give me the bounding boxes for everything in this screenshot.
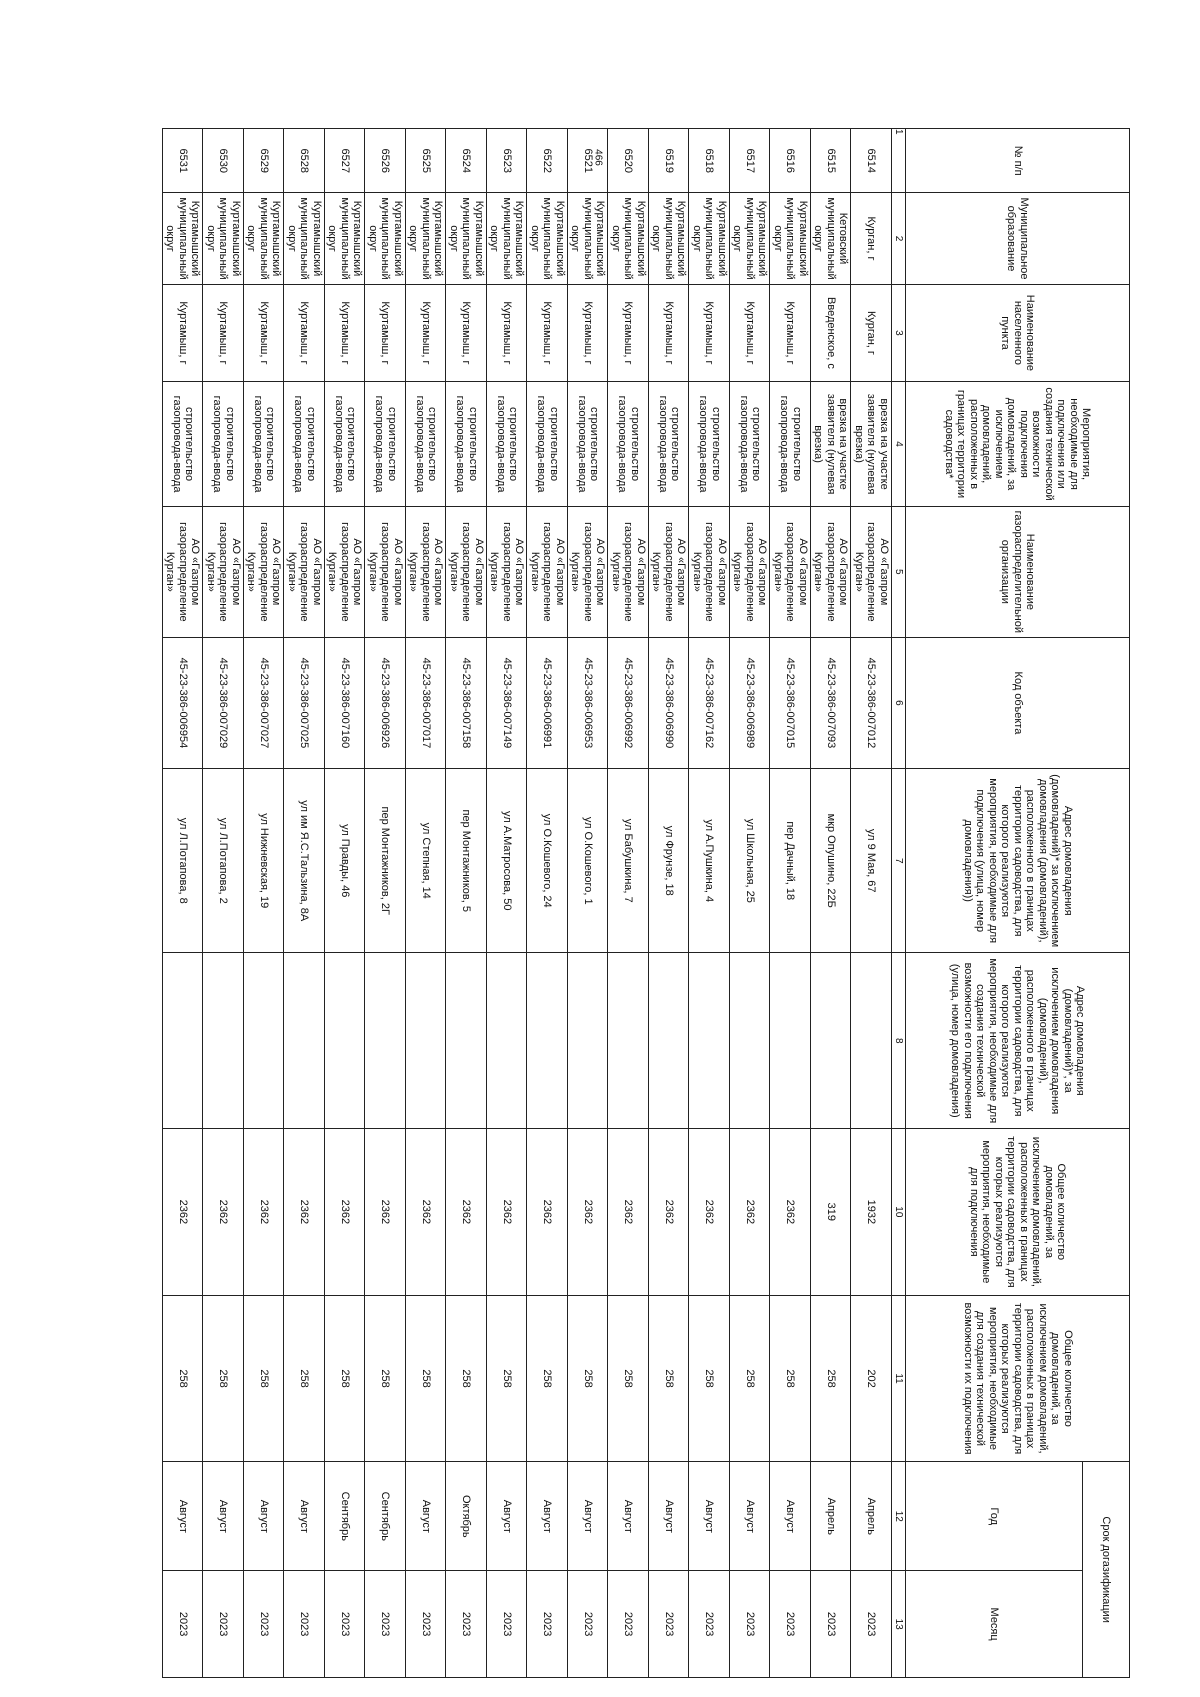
cell-settlement: Куртамыш, г bbox=[244, 284, 285, 382]
cell-address: пер Монтажников, 2Г bbox=[365, 769, 406, 953]
cell-settlement: Куртамыш, г bbox=[446, 284, 487, 382]
column-number: 1 bbox=[892, 129, 906, 193]
cell-num: 6527 bbox=[325, 129, 366, 193]
cell-num: 6528 bbox=[284, 129, 325, 193]
cell-month: 2023 bbox=[284, 1571, 325, 1678]
cell-measures: строительство газопровода-ввода bbox=[203, 382, 244, 506]
cell-total-tech: 258 bbox=[446, 1295, 487, 1462]
cell-address: ул О.Кошевого, 1 bbox=[568, 769, 609, 953]
cell-num: 6514 bbox=[851, 129, 892, 193]
table-row bbox=[730, 129, 771, 1678]
cell-total-connect: 2362 bbox=[325, 1129, 366, 1296]
header-address-outside: Адрес домовладения (домовладений)* за исключением домовладения (домовладений), расположенного в границах территории садоводства, для которого реализуются мероприятия, необходимые для подключения (улица, номер домовладения)) bbox=[906, 769, 1130, 953]
cell-total-connect: 2362 bbox=[770, 1129, 811, 1296]
cell-measures: врезка на участке заявителя (нулевая врезка) bbox=[851, 382, 892, 506]
cell-municipality: Куртамышский муниципальный округ bbox=[568, 193, 609, 284]
table-row bbox=[568, 129, 609, 1678]
cell-month: 2023 bbox=[649, 1571, 690, 1678]
cell-address: ул Степная, 14 bbox=[406, 769, 447, 953]
cell-address: ул Правды, 46 bbox=[325, 769, 366, 953]
cell-month: 2023 bbox=[770, 1571, 811, 1678]
cell-address-inside bbox=[244, 953, 285, 1129]
cell-num: 6516 bbox=[770, 129, 811, 193]
cell-year: Август bbox=[244, 1462, 285, 1571]
table-row bbox=[446, 129, 487, 1678]
table-row bbox=[163, 129, 204, 1678]
cell-total-connect: 2362 bbox=[608, 1129, 649, 1296]
cell-measures: строительство газопровода-ввода bbox=[770, 382, 811, 506]
cell-num: 6515 bbox=[811, 129, 852, 193]
cell-municipality: Куртамышский муниципальный округ bbox=[325, 193, 366, 284]
cell-address: ул Нижневская, 19 bbox=[244, 769, 285, 953]
cell-address: ул Фрунзе, 18 bbox=[649, 769, 690, 953]
cell-address: ул О.Кошевого, 24 bbox=[527, 769, 568, 953]
header-total-connect: Общее количество домовладений, за исключением домовладений, расположенных в границах территории садоводства, для которых реализуются мероприятия, необходимые для подключения bbox=[906, 1129, 1130, 1296]
cell-address-inside bbox=[568, 953, 609, 1129]
cell-settlement: Куртамыш, г bbox=[406, 284, 447, 382]
cell-object-code: 45-23-386-006926 bbox=[365, 637, 406, 768]
cell-total-connect: 2362 bbox=[487, 1129, 528, 1296]
header-month: Месяц bbox=[906, 1571, 1083, 1678]
cell-object-code: 45-23-386-006992 bbox=[608, 637, 649, 768]
cell-month: 2023 bbox=[406, 1571, 447, 1678]
cell-municipality: Куртамышский муниципальный округ bbox=[487, 193, 528, 284]
cell-gas-org: АО «Газпром газораспределение Курган» bbox=[689, 506, 730, 637]
table-row bbox=[406, 129, 447, 1678]
cell-month: 2023 bbox=[568, 1571, 609, 1678]
cell-total-connect: 2362 bbox=[568, 1129, 609, 1296]
cell-year: Август bbox=[203, 1462, 244, 1571]
cell-object-code: 45-23-386-007015 bbox=[770, 637, 811, 768]
cell-total-connect: 2362 bbox=[284, 1129, 325, 1296]
cell-address: ул А.Пушкина, 4 bbox=[689, 769, 730, 953]
cell-year: Сентябрь bbox=[325, 1462, 366, 1571]
cell-object-code: 45-23-386-007025 bbox=[284, 637, 325, 768]
table-row bbox=[284, 129, 325, 1678]
cell-object-code: 45-23-386-007029 bbox=[203, 637, 244, 768]
cell-total-connect: 2362 bbox=[446, 1129, 487, 1296]
cell-settlement: Куртамыш, г bbox=[365, 284, 406, 382]
cell-num: 6530 bbox=[203, 129, 244, 193]
cell-object-code: 45-23-386-006953 bbox=[568, 637, 609, 768]
cell-address: мкр Опушино, 22Б bbox=[811, 769, 852, 953]
cell-address-inside bbox=[163, 953, 204, 1129]
header-deadline: Срок догазификации bbox=[1083, 1462, 1130, 1678]
cell-address-inside bbox=[689, 953, 730, 1129]
cell-gas-org: АО «Газпром газораспределение Курган» bbox=[608, 506, 649, 637]
cell-measures: строительство газопровода-ввода bbox=[487, 382, 528, 506]
cell-settlement: Введенское, с bbox=[811, 284, 852, 382]
header-total-tech: Общее количество домовладений, за исключением домовладений, расположенных в границах территории садоводства, для которых реализуются мероприятия, необходимые для создания технической возможности их подключения bbox=[906, 1295, 1130, 1462]
cell-gas-org: АО «Газпром газораспределение Курган» bbox=[770, 506, 811, 637]
page-number: 466 bbox=[592, 149, 604, 166]
cell-month: 2023 bbox=[730, 1571, 771, 1678]
cell-year: Август bbox=[608, 1462, 649, 1571]
header-num: № п/п bbox=[906, 129, 1130, 193]
cell-municipality: Куртамышский муниципальный округ bbox=[244, 193, 285, 284]
cell-year: Август bbox=[487, 1462, 528, 1571]
cell-measures: строительство газопровода-ввода bbox=[446, 382, 487, 506]
cell-total-tech: 258 bbox=[325, 1295, 366, 1462]
cell-total-connect: 2362 bbox=[203, 1129, 244, 1296]
cell-total-tech: 258 bbox=[649, 1295, 690, 1462]
gasification-table bbox=[162, 128, 1130, 1678]
cell-municipality: Куртамышский муниципальный округ bbox=[446, 193, 487, 284]
cell-settlement: Куртамыш, г bbox=[608, 284, 649, 382]
cell-year: Август bbox=[730, 1462, 771, 1571]
table-row bbox=[811, 129, 852, 1678]
cell-settlement: Куртамыш, г bbox=[568, 284, 609, 382]
cell-municipality: Куртамышский муниципальный округ bbox=[730, 193, 771, 284]
cell-num: 6521 bbox=[568, 129, 609, 193]
cell-month: 2023 bbox=[163, 1571, 204, 1678]
cell-address: пер Дачный, 18 bbox=[770, 769, 811, 953]
cell-year: Август bbox=[689, 1462, 730, 1571]
cell-year: Апрель bbox=[811, 1462, 852, 1571]
cell-settlement: Куртамыш, г bbox=[325, 284, 366, 382]
cell-object-code: 45-23-386-007093 bbox=[811, 637, 852, 768]
header-address-inside: Адрес домовладения (домовладений)*, за исключением домовладения (домовладений), расположенного в границах территории садоводства, для которого реализуются мероприятия, необходимые для создания технической возможности его подключения (улица, номер домовладения) bbox=[906, 953, 1130, 1129]
cell-year: Сентябрь bbox=[365, 1462, 406, 1571]
cell-measures: строительство газопровода-ввода bbox=[527, 382, 568, 506]
cell-total-connect: 2362 bbox=[527, 1129, 568, 1296]
cell-month: 2023 bbox=[608, 1571, 649, 1678]
cell-num: 6517 bbox=[730, 129, 771, 193]
cell-address: пер Монтажников, 5 bbox=[446, 769, 487, 953]
table-body bbox=[163, 129, 892, 1678]
column-number-row bbox=[892, 129, 906, 1678]
cell-measures: строительство газопровода-ввода bbox=[649, 382, 690, 506]
cell-settlement: Куртамыш, г bbox=[527, 284, 568, 382]
cell-num: 6529 bbox=[244, 129, 285, 193]
cell-measures: строительство газопровода-ввода bbox=[325, 382, 366, 506]
table-row bbox=[527, 129, 568, 1678]
cell-total-connect: 2362 bbox=[406, 1129, 447, 1296]
cell-num: 6524 bbox=[446, 129, 487, 193]
cell-address-inside bbox=[770, 953, 811, 1129]
cell-total-tech: 258 bbox=[730, 1295, 771, 1462]
cell-municipality: Куртамышский муниципальный округ bbox=[284, 193, 325, 284]
cell-num: 6531 bbox=[163, 129, 204, 193]
header-measures: Мероприятия, необходимые для подключения или создания технической возможности подключения домовладений, за исключением домовладений, расположенных в границах территории садоводства* bbox=[906, 382, 1130, 506]
cell-settlement: Куртамыш, г bbox=[770, 284, 811, 382]
cell-object-code: 45-23-386-006954 bbox=[163, 637, 204, 768]
cell-measures: строительство газопровода-ввода bbox=[608, 382, 649, 506]
cell-year: Август bbox=[163, 1462, 204, 1571]
cell-address-inside bbox=[730, 953, 771, 1129]
cell-total-tech: 258 bbox=[203, 1295, 244, 1462]
cell-month: 2023 bbox=[811, 1571, 852, 1678]
cell-total-tech: 258 bbox=[487, 1295, 528, 1462]
cell-object-code: 45-23-386-007027 bbox=[244, 637, 285, 768]
cell-month: 2023 bbox=[244, 1571, 285, 1678]
cell-total-tech: 258 bbox=[689, 1295, 730, 1462]
cell-settlement: Курган, г bbox=[851, 284, 892, 382]
cell-address-inside bbox=[325, 953, 366, 1129]
cell-month: 2023 bbox=[689, 1571, 730, 1678]
cell-total-tech: 258 bbox=[608, 1295, 649, 1462]
header-year: Год bbox=[906, 1462, 1083, 1571]
cell-address-inside bbox=[649, 953, 690, 1129]
cell-total-connect: 319 bbox=[811, 1129, 852, 1296]
column-number: 5 bbox=[892, 506, 906, 637]
cell-address-inside bbox=[487, 953, 528, 1129]
cell-measures: строительство газопровода-ввода bbox=[284, 382, 325, 506]
cell-total-connect: 2362 bbox=[689, 1129, 730, 1296]
cell-settlement: Куртамыш, г bbox=[284, 284, 325, 382]
table-row bbox=[365, 129, 406, 1678]
column-number: 4 bbox=[892, 382, 906, 506]
cell-gas-org: АО «Газпром газораспределение Курган» bbox=[406, 506, 447, 637]
cell-total-tech: 258 bbox=[770, 1295, 811, 1462]
cell-address-inside bbox=[365, 953, 406, 1129]
cell-month: 2023 bbox=[487, 1571, 528, 1678]
cell-num: 6526 bbox=[365, 129, 406, 193]
cell-total-tech: 258 bbox=[406, 1295, 447, 1462]
cell-settlement: Куртамыш, г bbox=[649, 284, 690, 382]
cell-municipality: Куртамышский муниципальный округ bbox=[770, 193, 811, 284]
cell-month: 2023 bbox=[203, 1571, 244, 1678]
cell-total-tech: 258 bbox=[244, 1295, 285, 1462]
cell-total-connect: 2362 bbox=[163, 1129, 204, 1296]
cell-year: Август bbox=[284, 1462, 325, 1571]
cell-object-code: 45-23-386-006990 bbox=[649, 637, 690, 768]
cell-gas-org: АО «Газпром газораспределение Курган» bbox=[649, 506, 690, 637]
cell-total-connect: 2362 bbox=[244, 1129, 285, 1296]
cell-month: 2023 bbox=[851, 1571, 892, 1678]
column-number: 12 bbox=[892, 1462, 906, 1571]
column-number: 6 bbox=[892, 637, 906, 768]
table-row bbox=[244, 129, 285, 1678]
cell-object-code: 45-23-386-007160 bbox=[325, 637, 366, 768]
cell-address: ул Л.Потапова, 2 bbox=[203, 769, 244, 953]
cell-municipality: Курган, г bbox=[851, 193, 892, 284]
cell-total-tech: 258 bbox=[163, 1295, 204, 1462]
cell-measures: строительство газопровода-ввода bbox=[365, 382, 406, 506]
cell-municipality: Куртамышский муниципальный округ bbox=[689, 193, 730, 284]
cell-municipality: Кетовский муниципальный округ bbox=[811, 193, 852, 284]
cell-gas-org: АО «Газпром газораспределение Курган» bbox=[851, 506, 892, 637]
cell-measures: строительство газопровода-ввода bbox=[406, 382, 447, 506]
header-settlement: Наименование населенного пункта bbox=[906, 284, 1130, 382]
cell-measures: строительство газопровода-ввода bbox=[244, 382, 285, 506]
header-municipality: Муниципальное образование bbox=[906, 193, 1130, 284]
cell-municipality: Куртамышский муниципальный округ bbox=[608, 193, 649, 284]
cell-gas-org: АО «Газпром газораспределение Курган» bbox=[811, 506, 852, 637]
cell-total-tech: 202 bbox=[851, 1295, 892, 1462]
column-number: 2 bbox=[892, 193, 906, 284]
cell-settlement: Куртамыш, г bbox=[730, 284, 771, 382]
cell-measures: строительство газопровода-ввода bbox=[730, 382, 771, 506]
cell-address: ул Школьная, 25 bbox=[730, 769, 771, 953]
cell-gas-org: АО «Газпром газораспределение Курган» bbox=[203, 506, 244, 637]
cell-month: 2023 bbox=[365, 1571, 406, 1678]
rotated-table-container bbox=[164, 128, 1130, 1678]
cell-settlement: Куртамыш, г bbox=[487, 284, 528, 382]
cell-settlement: Куртамыш, г bbox=[163, 284, 204, 382]
cell-object-code: 45-23-386-007158 bbox=[446, 637, 487, 768]
cell-address: ул Бабушкина, 7 bbox=[608, 769, 649, 953]
cell-month: 2023 bbox=[446, 1571, 487, 1678]
cell-address: ул 9 Мая, 67 bbox=[851, 769, 892, 953]
cell-address: ул им Я.С.Тальзина, 8А bbox=[284, 769, 325, 953]
cell-num: 6523 bbox=[487, 129, 528, 193]
cell-month: 2023 bbox=[325, 1571, 366, 1678]
cell-municipality: Куртамышский муниципальный округ bbox=[365, 193, 406, 284]
cell-address-inside bbox=[811, 953, 852, 1129]
cell-address-inside bbox=[203, 953, 244, 1129]
cell-object-code: 45-23-386-007149 bbox=[487, 637, 528, 768]
table-row bbox=[325, 129, 366, 1678]
cell-total-connect: 1932 bbox=[851, 1129, 892, 1296]
cell-num: 6520 bbox=[608, 129, 649, 193]
cell-address: ул Л.Потапова, 8 bbox=[163, 769, 204, 953]
cell-gas-org: АО «Газпром газораспределение Курган» bbox=[365, 506, 406, 637]
cell-municipality: Куртамышский муниципальный округ bbox=[203, 193, 244, 284]
cell-total-tech: 258 bbox=[527, 1295, 568, 1462]
cell-settlement: Куртамыш, г bbox=[689, 284, 730, 382]
cell-gas-org: АО «Газпром газораспределение Курган» bbox=[325, 506, 366, 637]
cell-gas-org: АО «Газпром газораспределение Курган» bbox=[446, 506, 487, 637]
cell-gas-org: АО «Газпром газораспределение Курган» bbox=[527, 506, 568, 637]
cell-address-inside bbox=[851, 953, 892, 1129]
cell-municipality: Куртамышский муниципальный округ bbox=[163, 193, 204, 284]
cell-year: Август bbox=[527, 1462, 568, 1571]
table-row bbox=[851, 129, 892, 1678]
cell-municipality: Куртамышский муниципальный округ bbox=[527, 193, 568, 284]
cell-municipality: Куртамышский муниципальный округ bbox=[649, 193, 690, 284]
cell-gas-org: АО «Газпром газораспределение Курган» bbox=[163, 506, 204, 637]
cell-address-inside bbox=[406, 953, 447, 1129]
column-number: 7 bbox=[892, 769, 906, 953]
cell-object-code: 45-23-386-006989 bbox=[730, 637, 771, 768]
cell-address: ул А.Матросова, 50 bbox=[487, 769, 528, 953]
cell-total-tech: 258 bbox=[284, 1295, 325, 1462]
cell-measures: строительство газопровода-ввода bbox=[689, 382, 730, 506]
cell-total-connect: 2362 bbox=[730, 1129, 771, 1296]
cell-measures: строительство газопровода-ввода bbox=[568, 382, 609, 506]
cell-month: 2023 bbox=[527, 1571, 568, 1678]
header-gas-org: Наименование газораспределительной организации bbox=[906, 506, 1130, 637]
header-object-code: Код объекта bbox=[906, 637, 1130, 768]
cell-settlement: Куртамыш, г bbox=[203, 284, 244, 382]
cell-year: Апрель bbox=[851, 1462, 892, 1571]
cell-num: 6518 bbox=[689, 129, 730, 193]
column-number: 13 bbox=[892, 1571, 906, 1678]
column-number: 10 bbox=[892, 1129, 906, 1296]
cell-gas-org: АО «Газпром газораспределение Курган» bbox=[730, 506, 771, 637]
cell-total-tech: 258 bbox=[365, 1295, 406, 1462]
table-row bbox=[649, 129, 690, 1678]
cell-total-connect: 2362 bbox=[649, 1129, 690, 1296]
column-number: 8 bbox=[892, 953, 906, 1129]
column-number: 3 bbox=[892, 284, 906, 382]
cell-address-inside bbox=[608, 953, 649, 1129]
table-row bbox=[689, 129, 730, 1678]
cell-municipality: Куртамышский муниципальный округ bbox=[406, 193, 447, 284]
cell-year: Август bbox=[568, 1462, 609, 1571]
cell-object-code: 45-23-386-007017 bbox=[406, 637, 447, 768]
table-row bbox=[487, 129, 528, 1678]
table-row bbox=[770, 129, 811, 1678]
table-row bbox=[203, 129, 244, 1678]
cell-measures: врезка на участке заявителя (нулевая врезка) bbox=[811, 382, 852, 506]
cell-address-inside bbox=[284, 953, 325, 1129]
cell-total-tech: 258 bbox=[568, 1295, 609, 1462]
cell-gas-org: АО «Газпром газораспределение Курган» bbox=[284, 506, 325, 637]
cell-address-inside bbox=[446, 953, 487, 1129]
cell-gas-org: АО «Газпром газораспределение Курган» bbox=[568, 506, 609, 637]
cell-object-code: 45-23-386-007162 bbox=[689, 637, 730, 768]
column-number: 11 bbox=[892, 1295, 906, 1462]
cell-num: 6525 bbox=[406, 129, 447, 193]
cell-object-code: 45-23-386-007012 bbox=[851, 637, 892, 768]
cell-object-code: 45-23-386-006991 bbox=[527, 637, 568, 768]
cell-measures: строительство газопровода-ввода bbox=[163, 382, 204, 506]
cell-address-inside bbox=[527, 953, 568, 1129]
cell-total-connect: 2362 bbox=[365, 1129, 406, 1296]
cell-year: Август bbox=[770, 1462, 811, 1571]
cell-year: Октябрь bbox=[446, 1462, 487, 1571]
cell-num: 6519 bbox=[649, 129, 690, 193]
cell-gas-org: АО «Газпром газораспределение Курган» bbox=[244, 506, 285, 637]
cell-gas-org: АО «Газпром газораспределение Курган» bbox=[487, 506, 528, 637]
cell-year: Август bbox=[406, 1462, 447, 1571]
table-row bbox=[608, 129, 649, 1678]
cell-year: Август bbox=[649, 1462, 690, 1571]
cell-num: 6522 bbox=[527, 129, 568, 193]
cell-total-tech: 258 bbox=[811, 1295, 852, 1462]
